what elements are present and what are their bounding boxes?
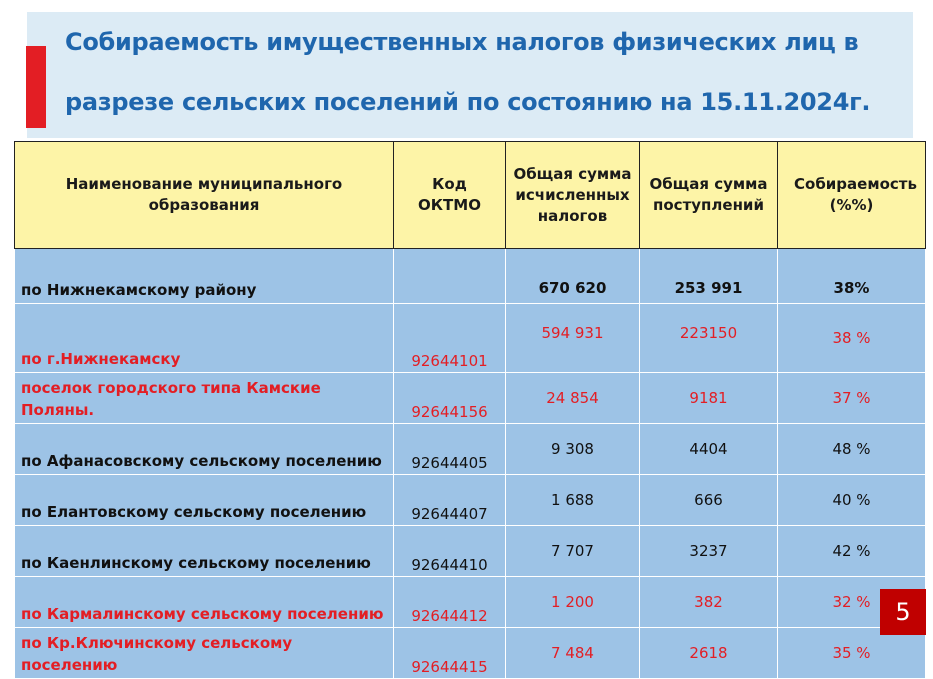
- row-code: 92644407: [394, 475, 506, 526]
- row-received: 9181: [640, 373, 778, 424]
- header-assessed: Общая сумма исчисленных налогов: [506, 142, 640, 249]
- row-name: по Афанасовскому сельскому поселению: [15, 424, 394, 475]
- table-row: [15, 475, 926, 526]
- header-rate: Собираемость (%%): [778, 142, 926, 249]
- row-rate: 32 %: [778, 577, 926, 628]
- row-received: 3237: [640, 526, 778, 577]
- row-assessed: 1 200: [506, 577, 640, 628]
- row-assessed: 9 308: [506, 424, 640, 475]
- page-title-line-1: Собираемость имущественных налогов физических лиц в: [65, 28, 859, 56]
- header-code: Код ОКТМО: [394, 142, 506, 249]
- row-rate: 42 %: [778, 526, 926, 577]
- row-assessed: 24 854: [506, 373, 640, 424]
- row-assessed: 1 688: [506, 475, 640, 526]
- header-name: Наименование муниципального образования: [15, 142, 394, 249]
- table-row: [15, 304, 926, 373]
- table-row: [15, 424, 926, 475]
- tax-collection-table: [14, 141, 926, 679]
- table-row: [15, 628, 926, 679]
- row-name: по Кармалинскому сельскому поселению: [15, 577, 394, 628]
- row-code: 92644415: [394, 628, 506, 679]
- table-row: [15, 577, 926, 628]
- row-code: 92644412: [394, 577, 506, 628]
- row-code: 92644156: [394, 373, 506, 424]
- row-name: по г.Нижнекамску: [15, 304, 394, 373]
- page-title-line-2: разрезе сельских поселений по состоянию на 15.11.2024г.: [65, 88, 871, 116]
- row-rate: 38%: [778, 249, 926, 304]
- page-number-badge: 5: [880, 589, 926, 635]
- title-accent-bar: [26, 46, 46, 128]
- row-rate: 48 %: [778, 424, 926, 475]
- row-received: 666: [640, 475, 778, 526]
- row-rate: 40 %: [778, 475, 926, 526]
- row-received: 223150: [640, 304, 778, 373]
- row-rate: 35 %: [778, 628, 926, 679]
- row-assessed: 594 931: [506, 304, 640, 373]
- row-name: по Елантовскому сельскому поселению: [15, 475, 394, 526]
- table-row: [15, 249, 926, 304]
- row-received: 2618: [640, 628, 778, 679]
- row-code: [394, 249, 506, 304]
- row-code: 92644410: [394, 526, 506, 577]
- table-header-row: [15, 142, 926, 249]
- row-name: по Каенлинскому сельскому поселению: [15, 526, 394, 577]
- row-name: по Нижнекамскому району: [15, 249, 394, 304]
- row-code: 92644101: [394, 304, 506, 373]
- row-rate: 38 %: [778, 304, 926, 373]
- row-assessed: 7 707: [506, 526, 640, 577]
- table-row: [15, 373, 926, 424]
- row-assessed: 670 620: [506, 249, 640, 304]
- row-code: 92644405: [394, 424, 506, 475]
- row-name: поселок городского типа Камские Поляны.: [15, 373, 394, 424]
- table-row: [15, 526, 926, 577]
- row-received: 382: [640, 577, 778, 628]
- row-rate: 37 %: [778, 373, 926, 424]
- row-assessed: 7 484: [506, 628, 640, 679]
- row-name: по Кр.Ключинскому сельскому поселению: [15, 628, 394, 679]
- row-received: 4404: [640, 424, 778, 475]
- row-received: 253 991: [640, 249, 778, 304]
- header-received: Общая сумма поступлений: [640, 142, 778, 249]
